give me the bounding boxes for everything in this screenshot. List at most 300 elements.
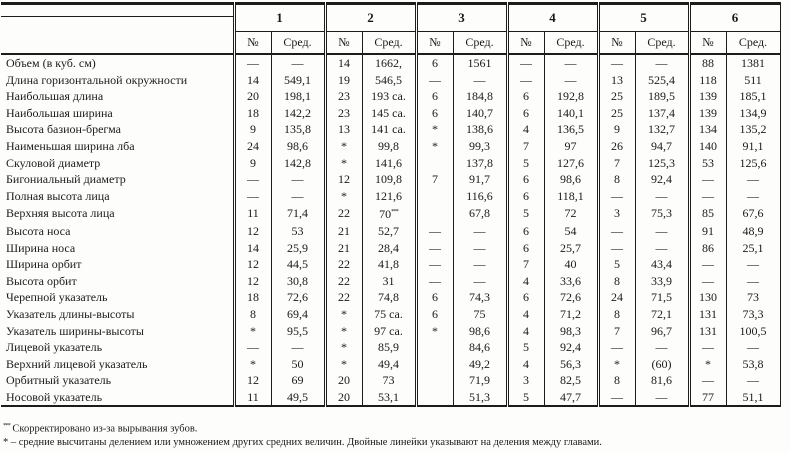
avg-cell: — <box>726 171 780 188</box>
num-cell: 8 <box>598 171 635 188</box>
table-row <box>1 105 780 122</box>
table-row <box>1 54 780 72</box>
num-cell: — <box>598 339 635 356</box>
column-group-3: 3 <box>416 4 507 32</box>
num-cell: * <box>325 323 362 340</box>
num-cell: 8 <box>598 372 635 389</box>
num-cell: — <box>234 54 271 72</box>
num-cell: 5 <box>598 256 635 273</box>
avg-cell: 99,8 <box>362 138 416 155</box>
avg-cell: 53 <box>271 223 325 240</box>
num-cell: 130 <box>689 289 726 306</box>
row-label: Скуловой диаметр <box>6 155 101 170</box>
footnote-1 <box>3 419 790 436</box>
num-cell: 140 <box>689 138 726 155</box>
num-cell: 18 <box>234 289 271 306</box>
num-cell: 12 <box>325 171 362 188</box>
num-cell: — <box>689 273 726 290</box>
avg-cell: — <box>453 223 507 240</box>
avg-cell: 84,6 <box>453 339 507 356</box>
avg-cell: 136,5 <box>544 121 598 138</box>
num-cell: — <box>598 389 635 407</box>
num-cell: * <box>416 323 453 340</box>
num-cell: 25 <box>598 105 635 122</box>
num-header: № <box>325 32 362 55</box>
avg-cell: 72,1 <box>635 306 689 323</box>
avg-cell: — <box>271 54 325 72</box>
num-cell <box>416 372 453 389</box>
row-label: Наибольшая длина <box>6 89 104 104</box>
table-row <box>1 121 780 138</box>
num-cell: 5 <box>507 204 544 223</box>
num-cell: 77 <box>689 389 726 407</box>
avg-cell: 140,7 <box>453 105 507 122</box>
num-cell: * <box>325 155 362 172</box>
num-cell: — <box>689 188 726 205</box>
num-cell: 6 <box>416 88 453 105</box>
row-label: Высота базион-брегма <box>6 122 121 137</box>
num-cell: 8 <box>234 306 271 323</box>
avg-cell: 85,9 <box>362 339 416 356</box>
table-row <box>1 339 780 356</box>
avg-cell: 118,1 <box>544 188 598 205</box>
num-cell: 85 <box>689 204 726 223</box>
avg-cell: — <box>635 54 689 72</box>
avg-cell: — <box>635 339 689 356</box>
avg-cell: 91,1 <box>726 138 780 155</box>
num-cell: 12 <box>234 273 271 290</box>
avg-header: Сред. <box>635 32 689 55</box>
avg-cell: 546,5 <box>362 72 416 89</box>
avg-cell: 72 <box>544 204 598 223</box>
avg-cell: 134,9 <box>726 105 780 122</box>
avg-cell: 138,6 <box>453 121 507 138</box>
row-label: Черепной указатель <box>6 290 108 305</box>
num-cell: 5 <box>507 155 544 172</box>
avg-cell: — <box>544 72 598 89</box>
table-row <box>1 204 780 223</box>
avg-cell: — <box>635 389 689 407</box>
avg-cell: 98,6 <box>544 171 598 188</box>
avg-header: Сред. <box>544 32 598 55</box>
num-cell: 4 <box>507 121 544 138</box>
num-cell: 4 <box>507 273 544 290</box>
table-row <box>1 389 780 407</box>
table-row <box>1 240 780 257</box>
num-cell <box>416 356 453 373</box>
avg-cell: 53,8 <box>726 356 780 373</box>
avg-cell: 189,5 <box>635 88 689 105</box>
avg-cell: 97 <box>544 138 598 155</box>
column-group-2: 2 <box>325 4 416 32</box>
row-label: Объем (в куб. см) <box>6 56 96 70</box>
num-cell: — <box>598 240 635 257</box>
num-cell: * <box>234 356 271 373</box>
footnotes <box>3 419 790 450</box>
avg-cell: 125,3 <box>635 155 689 172</box>
avg-cell: 54 <box>544 223 598 240</box>
avg-cell: 1381 <box>726 54 780 72</box>
row-label: Верхний лицевой указатель <box>6 356 148 371</box>
num-cell: 12 <box>234 372 271 389</box>
num-cell: 8 <box>598 306 635 323</box>
avg-cell: 75 ca. <box>362 306 416 323</box>
avg-cell: 1662, <box>362 54 416 72</box>
avg-cell: 116,6 <box>453 188 507 205</box>
avg-cell: 511 <box>726 72 780 89</box>
num-cell: 20 <box>325 372 362 389</box>
num-cell: * <box>234 323 271 340</box>
num-cell: 21 <box>325 223 362 240</box>
avg-cell: 31 <box>362 273 416 290</box>
avg-header: Сред. <box>362 32 416 55</box>
num-cell: 6 <box>416 306 453 323</box>
num-cell: 9 <box>234 155 271 172</box>
avg-cell: 30,8 <box>271 273 325 290</box>
table-row <box>1 289 780 306</box>
avg-cell: 549,1 <box>271 72 325 89</box>
num-cell: 9 <box>598 121 635 138</box>
avg-cell: 193 ca. <box>362 88 416 105</box>
num-cell <box>416 204 453 223</box>
table-row <box>1 372 780 389</box>
avg-cell: 100,5 <box>726 323 780 340</box>
avg-cell: 53,1 <box>362 389 416 407</box>
table-row <box>1 171 780 188</box>
avg-cell: — <box>726 372 780 389</box>
num-cell: 12 <box>234 223 271 240</box>
avg-cell: 75,3 <box>635 204 689 223</box>
avg-cell: 141 ca. <box>362 121 416 138</box>
row-label: Высота орбит <box>6 273 77 288</box>
num-cell: * <box>689 356 726 373</box>
num-cell: * <box>598 356 635 373</box>
avg-header: Сред. <box>453 32 507 55</box>
num-cell: 131 <box>689 323 726 340</box>
num-cell: — <box>598 223 635 240</box>
num-cell: 134 <box>689 121 726 138</box>
num-cell: 3 <box>507 372 544 389</box>
row-label: Указатель длины-высоты <box>6 306 135 321</box>
avg-cell: — <box>726 256 780 273</box>
avg-cell: 135,8 <box>271 121 325 138</box>
avg-cell: 1561 <box>453 54 507 72</box>
num-cell: * <box>325 356 362 373</box>
num-cell: 9 <box>234 121 271 138</box>
avg-cell: 56,3 <box>544 356 598 373</box>
avg-header: Сред. <box>271 32 325 55</box>
avg-cell: 67,8 <box>453 204 507 223</box>
avg-cell: — <box>453 72 507 89</box>
avg-cell: 198,1 <box>271 88 325 105</box>
avg-cell: 50 <box>271 356 325 373</box>
num-cell: — <box>416 256 453 273</box>
num-cell: 13 <box>598 72 635 89</box>
avg-cell: 71,2 <box>544 306 598 323</box>
row-label: Полная высота лица <box>6 188 110 203</box>
num-cell: — <box>234 188 271 205</box>
avg-cell: 142,8 <box>271 155 325 172</box>
num-cell: 26 <box>598 138 635 155</box>
avg-cell: 69 <box>271 372 325 389</box>
num-cell: 14 <box>234 240 271 257</box>
avg-cell: 51,1 <box>726 389 780 407</box>
num-cell: — <box>416 72 453 89</box>
table-row <box>1 273 780 290</box>
num-cell: — <box>507 72 544 89</box>
num-cell <box>416 188 453 205</box>
num-cell: 5 <box>507 339 544 356</box>
num-cell: 11 <box>234 389 271 407</box>
num-header: № <box>416 32 453 55</box>
num-cell: — <box>689 256 726 273</box>
avg-cell: 185,1 <box>726 88 780 105</box>
num-cell: 22 <box>325 256 362 273</box>
num-cell: — <box>689 171 726 188</box>
table-row <box>1 88 780 105</box>
row-label: Высота носа <box>6 223 71 238</box>
table-row <box>1 223 780 240</box>
num-cell: 3 <box>598 204 635 223</box>
num-cell: 23 <box>325 88 362 105</box>
num-header: № <box>507 32 544 55</box>
avg-cell: — <box>271 188 325 205</box>
num-cell: 22 <box>325 273 362 290</box>
avg-cell: 145 ca. <box>362 105 416 122</box>
num-cell: 6 <box>507 88 544 105</box>
num-cell: 86 <box>689 240 726 257</box>
num-cell: 4 <box>507 323 544 340</box>
num-cell: 6 <box>507 223 544 240</box>
num-cell: 24 <box>234 138 271 155</box>
avg-cell: 67,6 <box>726 204 780 223</box>
num-cell: * <box>325 306 362 323</box>
avg-cell: 75 <box>453 306 507 323</box>
num-cell <box>416 339 453 356</box>
avg-cell: 48,9 <box>726 223 780 240</box>
num-cell: * <box>416 121 453 138</box>
avg-cell: 81,6 <box>635 372 689 389</box>
avg-cell: — <box>635 223 689 240</box>
num-cell: 7 <box>507 138 544 155</box>
num-cell: — <box>689 372 726 389</box>
footnote-1-marker: *** <box>3 422 10 430</box>
avg-cell: — <box>726 188 780 205</box>
avg-cell: 71,9 <box>453 372 507 389</box>
stub-header-line <box>1 16 233 17</box>
avg-cell: — <box>726 339 780 356</box>
num-cell: * <box>325 188 362 205</box>
num-cell: 13 <box>325 121 362 138</box>
avg-cell: 184,8 <box>453 88 507 105</box>
footnote-2-marker: * <box>3 437 9 449</box>
avg-cell: — <box>635 188 689 205</box>
num-cell: — <box>234 171 271 188</box>
avg-cell: 33,6 <box>544 273 598 290</box>
num-cell: 7 <box>598 323 635 340</box>
num-cell: 4 <box>507 356 544 373</box>
num-cell: 139 <box>689 88 726 105</box>
avg-cell: 69,4 <box>271 306 325 323</box>
num-cell: 88 <box>689 54 726 72</box>
num-cell: — <box>416 273 453 290</box>
avg-cell: 137,4 <box>635 105 689 122</box>
avg-cell: 43,4 <box>635 256 689 273</box>
column-group-5: 5 <box>598 4 689 32</box>
num-cell: * <box>325 339 362 356</box>
table-row <box>1 138 780 155</box>
table-row <box>1 323 780 340</box>
avg-cell: 192,8 <box>544 88 598 105</box>
avg-cell: 73 <box>726 289 780 306</box>
num-cell: 6 <box>416 105 453 122</box>
avg-cell: 49,4 <box>362 356 416 373</box>
avg-cell: 71,4 <box>271 204 325 223</box>
num-cell: 6 <box>507 289 544 306</box>
num-cell: 20 <box>325 389 362 407</box>
avg-cell: — <box>635 240 689 257</box>
avg-cell: 41,8 <box>362 256 416 273</box>
num-cell: 6 <box>507 105 544 122</box>
avg-cell: 52,7 <box>362 223 416 240</box>
num-cell: — <box>507 54 544 72</box>
num-cell: 91 <box>689 223 726 240</box>
num-cell: — <box>689 339 726 356</box>
avg-cell: (60) <box>635 356 689 373</box>
table-row <box>1 72 780 89</box>
row-label: Указатель ширины-высоты <box>6 323 144 338</box>
avg-cell: 109,8 <box>362 171 416 188</box>
num-cell: — <box>234 339 271 356</box>
avg-cell: 74,3 <box>453 289 507 306</box>
table-row <box>1 356 780 373</box>
num-cell: 14 <box>325 54 362 72</box>
num-cell: 7 <box>598 155 635 172</box>
avg-cell: — <box>271 171 325 188</box>
avg-cell: 47,7 <box>544 389 598 407</box>
num-cell: 7 <box>507 256 544 273</box>
num-header: № <box>689 32 726 55</box>
row-label: Орбитный указатель <box>6 373 112 388</box>
avg-cell: 71,5 <box>635 289 689 306</box>
avg-cell: 74,8 <box>362 289 416 306</box>
group-header-row <box>1 4 780 32</box>
avg-cell: 49,5 <box>271 389 325 407</box>
avg-cell: 92,4 <box>635 171 689 188</box>
num-cell: 20 <box>234 88 271 105</box>
num-cell: 22 <box>325 204 362 223</box>
avg-cell: 98,3 <box>544 323 598 340</box>
table-body <box>1 54 780 406</box>
row-label: Носовой указатель <box>6 389 103 404</box>
column-group-6: 6 <box>689 4 780 32</box>
num-cell: 6 <box>507 188 544 205</box>
avg-cell: 73,3 <box>726 306 780 323</box>
footnote-2-text: – средние высчитаны делением или умножением других средних величин. Двойные линейки указывают на деления между главами. <box>10 437 602 449</box>
num-cell <box>416 389 453 407</box>
avg-cell: 91,7 <box>453 171 507 188</box>
table-row <box>1 306 780 323</box>
avg-cell: — <box>453 273 507 290</box>
num-cell: 6 <box>507 171 544 188</box>
num-cell: — <box>598 54 635 72</box>
row-label: Наименьшая ширина лба <box>6 138 135 153</box>
num-cell: 6 <box>507 240 544 257</box>
avg-cell: 142,2 <box>271 105 325 122</box>
avg-cell: 25,7 <box>544 240 598 257</box>
num-cell: * <box>325 138 362 155</box>
table-row <box>1 188 780 205</box>
avg-cell: 94,7 <box>635 138 689 155</box>
num-cell: 4 <box>507 306 544 323</box>
column-group-4: 4 <box>507 4 598 32</box>
num-cell: 131 <box>689 306 726 323</box>
avg-cell: 28,4 <box>362 240 416 257</box>
num-header: № <box>598 32 635 55</box>
row-label: Наибольшая ширина <box>6 105 113 120</box>
table-row <box>1 256 780 273</box>
num-cell: 11 <box>234 204 271 223</box>
avg-cell: 140,1 <box>544 105 598 122</box>
table-row <box>1 155 780 172</box>
avg-cell: 72,6 <box>271 289 325 306</box>
column-group-1: 1 <box>234 4 325 32</box>
row-label: Верхняя высота лица <box>6 206 115 221</box>
avg-cell: 137,8 <box>453 155 507 172</box>
num-cell: — <box>598 188 635 205</box>
avg-header: Сред. <box>726 32 780 55</box>
num-cell: * <box>416 138 453 155</box>
avg-cell: 99,3 <box>453 138 507 155</box>
num-cell: 22 <box>325 289 362 306</box>
row-label: Ширина орбит <box>6 257 82 272</box>
num-cell: 5 <box>507 389 544 407</box>
num-cell: 7 <box>416 171 453 188</box>
avg-cell: 70*** <box>362 204 416 223</box>
scanned-table-page <box>0 2 790 453</box>
avg-cell: 132,7 <box>635 121 689 138</box>
num-cell: 25 <box>598 88 635 105</box>
row-label: Длина горизонтальной окружности <box>6 72 188 87</box>
avg-cell: 135,2 <box>726 121 780 138</box>
avg-cell: 95,5 <box>271 323 325 340</box>
stub-header <box>1 4 234 55</box>
avg-cell: 96,7 <box>635 323 689 340</box>
footnote-marker: *** <box>391 208 398 216</box>
num-cell: 6 <box>416 54 453 72</box>
footnote-1-text: Скорректировано из-за вырывания зубов. <box>12 423 198 435</box>
num-cell: — <box>416 240 453 257</box>
avg-cell: 97 ca. <box>362 323 416 340</box>
avg-cell: — <box>453 240 507 257</box>
num-cell: 24 <box>598 289 635 306</box>
avg-cell: 98,6 <box>453 323 507 340</box>
avg-cell: 72,6 <box>544 289 598 306</box>
avg-cell: 92,4 <box>544 339 598 356</box>
avg-cell: — <box>726 273 780 290</box>
num-cell: 21 <box>325 240 362 257</box>
num-cell: 12 <box>234 256 271 273</box>
num-header: № <box>234 32 271 55</box>
num-cell: 8 <box>598 273 635 290</box>
avg-cell: 525,4 <box>635 72 689 89</box>
num-cell: 19 <box>325 72 362 89</box>
row-label: Лицевой указатель <box>6 340 103 355</box>
num-cell <box>416 155 453 172</box>
avg-cell: — <box>544 54 598 72</box>
avg-cell: 82,5 <box>544 372 598 389</box>
avg-cell: 44,5 <box>271 256 325 273</box>
